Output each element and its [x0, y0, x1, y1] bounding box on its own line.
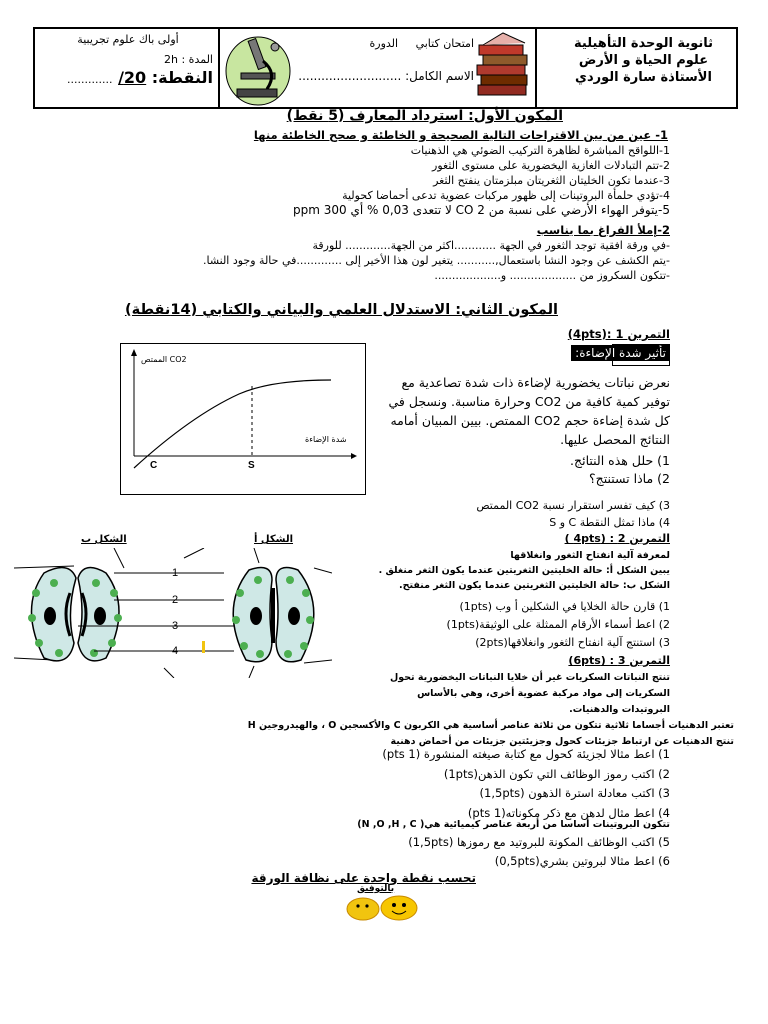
ex3-question: 1) اعط مثالا لجزيئة كحول مع كتابة صيغته المنشورة (1 pts)	[382, 747, 670, 761]
ex2-question: 2) اعط أسماء الأرقام الممثلة على الوثيقة(1pts)	[446, 618, 670, 631]
fullname-label: الاسم الكامل:	[405, 69, 474, 83]
co2-curve-chart	[121, 344, 365, 494]
smiley-icon	[345, 894, 421, 922]
fig-number: 1	[172, 567, 179, 579]
stomata-figure	[14, 548, 332, 678]
q1-item: 3-عندما تكون الخليتان الثغريتان مبلزمتان ينفتح الثغر	[433, 174, 670, 187]
ex3-intro-line: تعتبر الدهنيات أجساما ثلاثية تتكون من ثلاثة عناصر أساسية هي الكربون C والأكسجين O ، والهيدروجين H	[247, 720, 734, 731]
teacher-name: الأستاذة سارة الوردي	[575, 70, 712, 85]
ex3-title: التمرين 3 : (6pts)	[568, 654, 670, 667]
ex3-intro-line: البروتيدات والدهنيات.	[569, 704, 670, 715]
ex3-intro-line: تنتج النباتات السكريات غير أن خلايا النباتات اليخضورية تحول	[390, 672, 670, 683]
ex2-title: التمرين 2 : (4pts )	[564, 532, 670, 545]
ex2-intro: لمعرفة آلية انفتاح الثغور وانغلاقها	[510, 550, 670, 561]
ex1-questions	[570, 452, 670, 488]
ex3-question: 4) اعط مثال لدهن مع ذكر مكوناته(1 pts)	[467, 805, 670, 820]
ex3-question: 6) اعط مثالا لبروتين بشري(0,5pts)	[494, 854, 670, 868]
grade-value: 20/	[118, 68, 147, 87]
part1-q1-list	[293, 143, 670, 218]
ex3-question: 5) اكتب الوظائف المكونة للبروتيد مع رموزها (1,5pts)	[408, 835, 670, 849]
exam-label: امتحان كتابي	[415, 37, 474, 50]
part1-q1-title: 1- عين من بين الاقتراحات التالية الصحيحة و الخاطئة و صحح الخاطئة منها	[253, 128, 668, 142]
ex3-intro-line: تنتج الدهنيات عن ارتباط جزيئات كحول وجزيئتين جزيئات من أحماض دهنية	[390, 736, 734, 747]
ex2-questions	[447, 598, 670, 652]
ex2-fig-b-desc: الشكل ب: حالة الخليتين الثغريتين عندما يكون الثغر منفتح.	[399, 580, 670, 591]
ex1-boxed-title: تأثير شدة الإضاءة:	[571, 345, 670, 361]
ex3-intro-line: السكريات إلى مواد مركبة عضوية أخرى، وهي بالأساس	[417, 688, 670, 699]
graph	[120, 343, 366, 495]
q1-item: 5-يتوفر الهواء الأرضي على نسبة من CO 2 لا تتعدى 0,03 % أي 300 ppm	[292, 203, 670, 217]
exam-info	[370, 37, 475, 50]
grade-label: النقطة:	[151, 68, 213, 87]
goodluck-text: بالتوفيق	[357, 884, 395, 894]
q2-item: -في ورقة افقية توجد الثغور في الجهة ............اكثر من الجهة............. للورقة	[312, 239, 670, 252]
point-s-label: S	[248, 460, 255, 471]
grade-blank[interactable]: .............	[67, 73, 113, 86]
ex2-question: 3) استنتج آلية انفتاح الثغور وانغلاقها(2pts)	[475, 636, 670, 649]
fig-b-label: الشكل ب	[81, 534, 127, 545]
fig-number: 4	[172, 645, 179, 657]
books-icon	[473, 31, 533, 103]
ex1-question: 4) ماذا تمثل النقطة C و S	[549, 516, 670, 529]
q2-item: -تتكون السكروز من ................... و...................	[434, 269, 670, 282]
level-info	[43, 33, 213, 87]
ex3-protein-intro: تتكون البروتينات أساسا من أربعة عناصر كيميائية هي( N ,O ,H , C)	[357, 819, 670, 830]
ex1-questions-2	[476, 497, 670, 531]
fullname-row	[298, 69, 474, 83]
q2-item: -يتم الكشف عن وجود النشا باستعمال,........... يتغير لون هذا الأخير إلى .............في حالة وجود النشا.	[202, 254, 670, 267]
q1-item: 1-اللواقح المباشرة لظاهرة التركيب الضوئي هي الذهنيات	[410, 144, 670, 157]
session-label: الدورة	[369, 37, 399, 50]
fig-number: 2	[172, 594, 179, 606]
fig-number: 3	[172, 620, 179, 632]
q1-item: 2-تتم التبادلات الغازية اليخضورية على مستوى الثغور	[432, 159, 670, 172]
ex1-text: نعرض نباتات يخضورية لإضاءة ذات شدة تصاعدية مع توفير كمية كافية من CO2 وحرارة مناسبة. ونسجل في كل شدة إضاءة حجم CO2 الممتص. بيين المبيان أمامه النتائج المحصل عليها.	[388, 375, 670, 447]
y-axis-arrow	[131, 349, 137, 356]
ex2-question: 1) قارن حالة الخلايا في الشكلين أ وب (1pts)	[459, 600, 670, 613]
duration-label: المدة :	[181, 53, 213, 66]
y-axis-label: الممتص CO2	[141, 355, 187, 364]
duration-value: 2h	[164, 53, 178, 66]
ex3-intro-a	[270, 670, 670, 718]
point-c-label: C	[150, 460, 158, 471]
part1-q2-title: 2-إملأ الفراغ بما يناسب	[536, 223, 670, 237]
q1-item: 4-تؤدي حلمأة البروتينات إلى ظهور مركبات عضوية تدعى أحماضا كحولية	[342, 189, 670, 202]
ex2-intro-block	[379, 548, 670, 593]
ex3-question: 2) اكتب رموز الوظائف التي تكون الذهن(1pts)	[443, 766, 670, 781]
school-info	[561, 35, 726, 86]
series-curve	[134, 380, 331, 468]
microscope-icon	[223, 31, 293, 107]
part1-q2-list	[203, 238, 670, 283]
part1-title: المكون الأول: استرداد المعارف (5 نقط)	[286, 108, 563, 124]
ex3-questions	[382, 745, 670, 823]
subject-name: علوم الحياة و الأرض	[578, 53, 709, 68]
ex1-question: 3) كيف تفسر استقرار نسبة CO2 الممتص	[476, 499, 670, 512]
ex3-questions-2	[408, 833, 670, 871]
fullname-blank[interactable]: ...........................	[298, 69, 402, 83]
x-axis-label: شدة الإضاءة	[305, 435, 347, 444]
cleanliness-note: تحسب نقطة واحدة على نظافة الورقة	[251, 871, 476, 885]
ex3-question: 3) اكتب معادلة استرة الذهون (1,5pts)	[479, 786, 670, 800]
ex1-question: 2) ماذا تستنتج؟	[589, 471, 670, 486]
school-name: ثانوية الوحدة التأهيلية	[574, 36, 713, 51]
header-table	[33, 27, 738, 109]
fig-a-label: الشكل أ	[254, 534, 294, 545]
part2-title: المكون الثاني: الاستدلال العلمي والبياني والكتابي (14نقطة)	[124, 302, 558, 318]
ex1-title: التمرين 1 :(4pts)	[567, 327, 670, 341]
ex2-fig-a-desc: يبين الشكل أ: حالة الخليتين الثغريتين عندما يكون الثغر منغلق .	[378, 565, 670, 576]
x-axis-arrow	[351, 453, 357, 459]
level-label: أولى باك علوم تجريبية	[77, 33, 179, 46]
ex1-question: 1) حلل هذه النتائج.	[570, 453, 670, 468]
